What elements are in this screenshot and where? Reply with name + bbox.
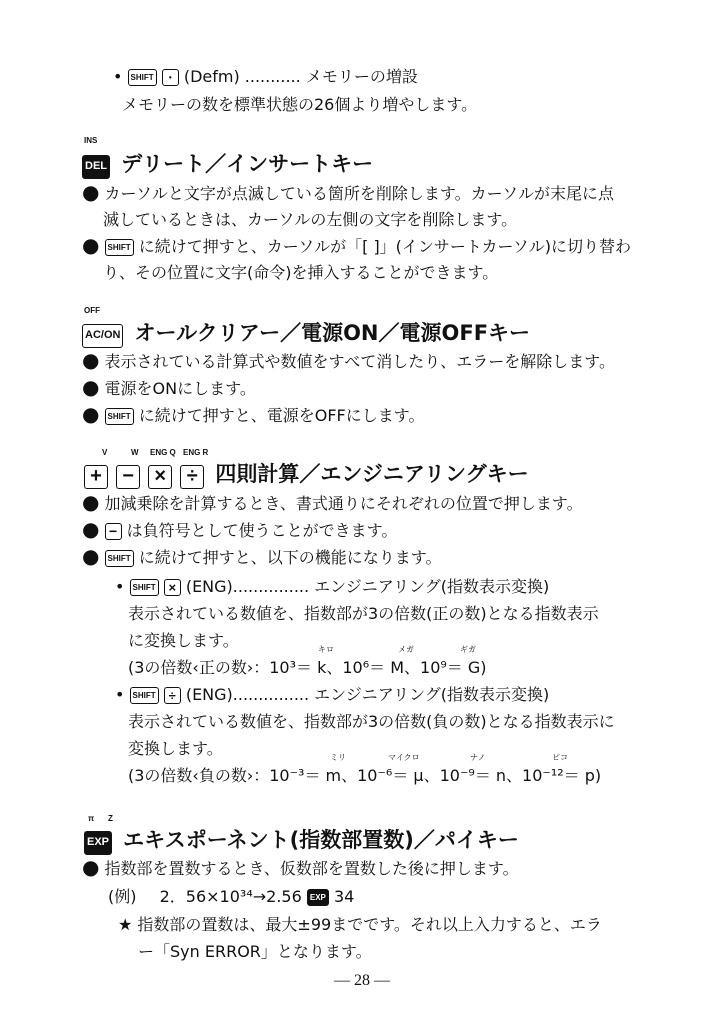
- minus-key-icon: −: [116, 465, 140, 489]
- exp-heading: [84, 824, 519, 855]
- ruby-mega: メガ: [398, 645, 414, 654]
- page-number: — 28 —: [334, 972, 390, 989]
- divide-key-icon: ÷: [180, 465, 204, 489]
- ruby-kiro: キロ: [318, 645, 334, 654]
- w-over-label: W: [131, 448, 139, 457]
- exp-example: [108, 884, 354, 907]
- shift-key-icon: SHIFT: [128, 69, 157, 86]
- eng-sub-1-l1: 表示されている数値を、指数部が3の倍数(正の数)となる指数表示: [128, 604, 599, 623]
- bullet-icon: ●: [82, 348, 100, 372]
- del-bullet-1-l1: ● カーソルと文字が点滅している箇所を削除します。カーソルが末尾に点: [82, 180, 614, 204]
- ac-heading: [82, 317, 530, 348]
- bullet-icon: ●: [82, 233, 100, 257]
- ac-title: オールクリアー／電源ON／電源OFFキー: [134, 321, 531, 345]
- ac-bullet-3: ● SHIFT に続けて押すと、電源をOFFにします。: [82, 402, 425, 426]
- del-title: デリート／インサートキー: [121, 152, 374, 176]
- example-label: (例): [108, 887, 137, 906]
- del-bullet-1-l2: 滅しているときは、カーソルの左側の文字を削除します。: [103, 210, 518, 229]
- arith-bullet-3: ● SHIFT に続けて押すと、以下の機能になります。: [82, 544, 442, 568]
- example-text: 2．56×10³⁴→2.56: [159, 887, 302, 906]
- ruby-miri: ミリ: [330, 753, 346, 762]
- defm-line-1: • SHIFT • (Defm) ........... メモリーの増設: [113, 67, 418, 86]
- shift-key-icon: SHIFT: [130, 687, 159, 704]
- exp-key-icon: EXP: [307, 889, 329, 906]
- bullet-icon: ●: [82, 517, 100, 541]
- arith-title: 四則計算／エンジニアリングキー: [215, 462, 529, 486]
- eng-r-over-label: ENG R: [183, 448, 209, 457]
- exp-note-l2: ー「Syn ERROR」となります。: [138, 942, 372, 961]
- shift-key-icon: SHIFT: [130, 579, 159, 596]
- off-over-label: OFF: [84, 306, 100, 315]
- multiply-key-icon: ×: [148, 465, 172, 489]
- eng-sub-1-l2: に変換します。: [128, 631, 239, 650]
- bullet-icon: ●: [82, 544, 100, 568]
- example-tail: 34: [333, 887, 355, 906]
- divide-key-icon: ÷: [164, 687, 181, 704]
- ruby-maikuro: マイクロ: [388, 753, 420, 762]
- pi-over-label: π: [88, 814, 95, 823]
- multiply-key-icon: ×: [164, 579, 181, 596]
- ins-over-label: INS: [84, 136, 98, 145]
- arith-bullet-2: ● − は負符号として使うことができます。: [82, 517, 398, 541]
- exp-bullet-1: ● 指数部を置数するとき、仮数部を置数した後に押します。: [82, 855, 519, 879]
- shift-key-icon: SHIFT: [105, 408, 134, 425]
- eng-sub-1-head: • SHIFT × (ENG)............... エンジニアリング(指数表示変換): [115, 577, 550, 596]
- del-bullet-2-l1: ● SHIFT に続けて押すと、カーソルが「[ ]」(インサートカーソル)に切り替わ: [82, 233, 632, 257]
- arith-heading: [84, 458, 529, 489]
- exp-note-l1: ★ 指数部の置数は、最大±99までです。それ以上入力すると、エラ: [118, 915, 602, 934]
- eng-sub-1-l3: (3の倍数‹正の数›：10³＝ k、10⁶＝ M、10⁹＝ G): [128, 658, 487, 677]
- ruby-giga: ギガ: [460, 645, 476, 654]
- bullet-icon: ●: [82, 402, 100, 426]
- del-key-icon: DEL: [82, 155, 110, 179]
- defm-line-1-text: (Defm) ........... メモリーの増設: [183, 67, 418, 86]
- ruby-nano: ナノ: [470, 753, 486, 762]
- del-heading: [82, 148, 373, 179]
- bullet-icon: ●: [82, 180, 100, 204]
- ac-bullet-1: ● 表示されている計算式や数値をすべて消したり、エラーを解除します。: [82, 348, 615, 372]
- plus-key-icon: +: [84, 465, 108, 489]
- eng-sub-2-l3: (3の倍数‹負の数›：10⁻³＝ m、10⁻⁶＝ μ、10⁻⁹＝ n、10⁻¹²＝ p): [128, 766, 602, 785]
- bullet-icon: ●: [82, 490, 100, 514]
- arith-bullet-1: ● 加減乗除を計算するとき、書式通りにそれぞれの位置で押します。: [82, 490, 583, 514]
- bullet-icon: ●: [82, 855, 100, 879]
- eng-sub-2-l1: 表示されている数値を、指数部が3の倍数(負の数)となる指数表示に: [128, 712, 615, 731]
- v-over-label: V: [102, 448, 108, 457]
- ruby-piko: ピコ: [552, 753, 568, 762]
- shift-key-icon: SHIFT: [105, 550, 134, 567]
- z-over-label: Z: [108, 814, 113, 823]
- bullet-icon: ●: [82, 375, 100, 399]
- defm-line-2: メモリーの数を標準状態の26個より増やします。: [122, 95, 478, 114]
- ac-bullet-2: ● 電源をONにします。: [82, 375, 256, 399]
- minus-key-icon: −: [105, 523, 122, 540]
- dot-key-icon: •: [162, 69, 179, 86]
- exp-title: エキスポーネント(指数部置数)／パイキー: [123, 828, 519, 852]
- eng-sub-2-head: • SHIFT ÷ (ENG)............... エンジニアリング(指数表示変換): [115, 685, 550, 704]
- eng-sub-2-l2: 変換します。: [128, 739, 223, 758]
- exp-key-icon: EXP: [84, 831, 112, 855]
- del-bullet-2-l2: り、その位置に文字(命令)を挿入することができます。: [103, 263, 499, 282]
- shift-key-icon: SHIFT: [105, 239, 134, 256]
- ac-on-key-icon: AC/ON: [82, 324, 123, 348]
- eng-q-over-label: ENG Q: [150, 448, 176, 457]
